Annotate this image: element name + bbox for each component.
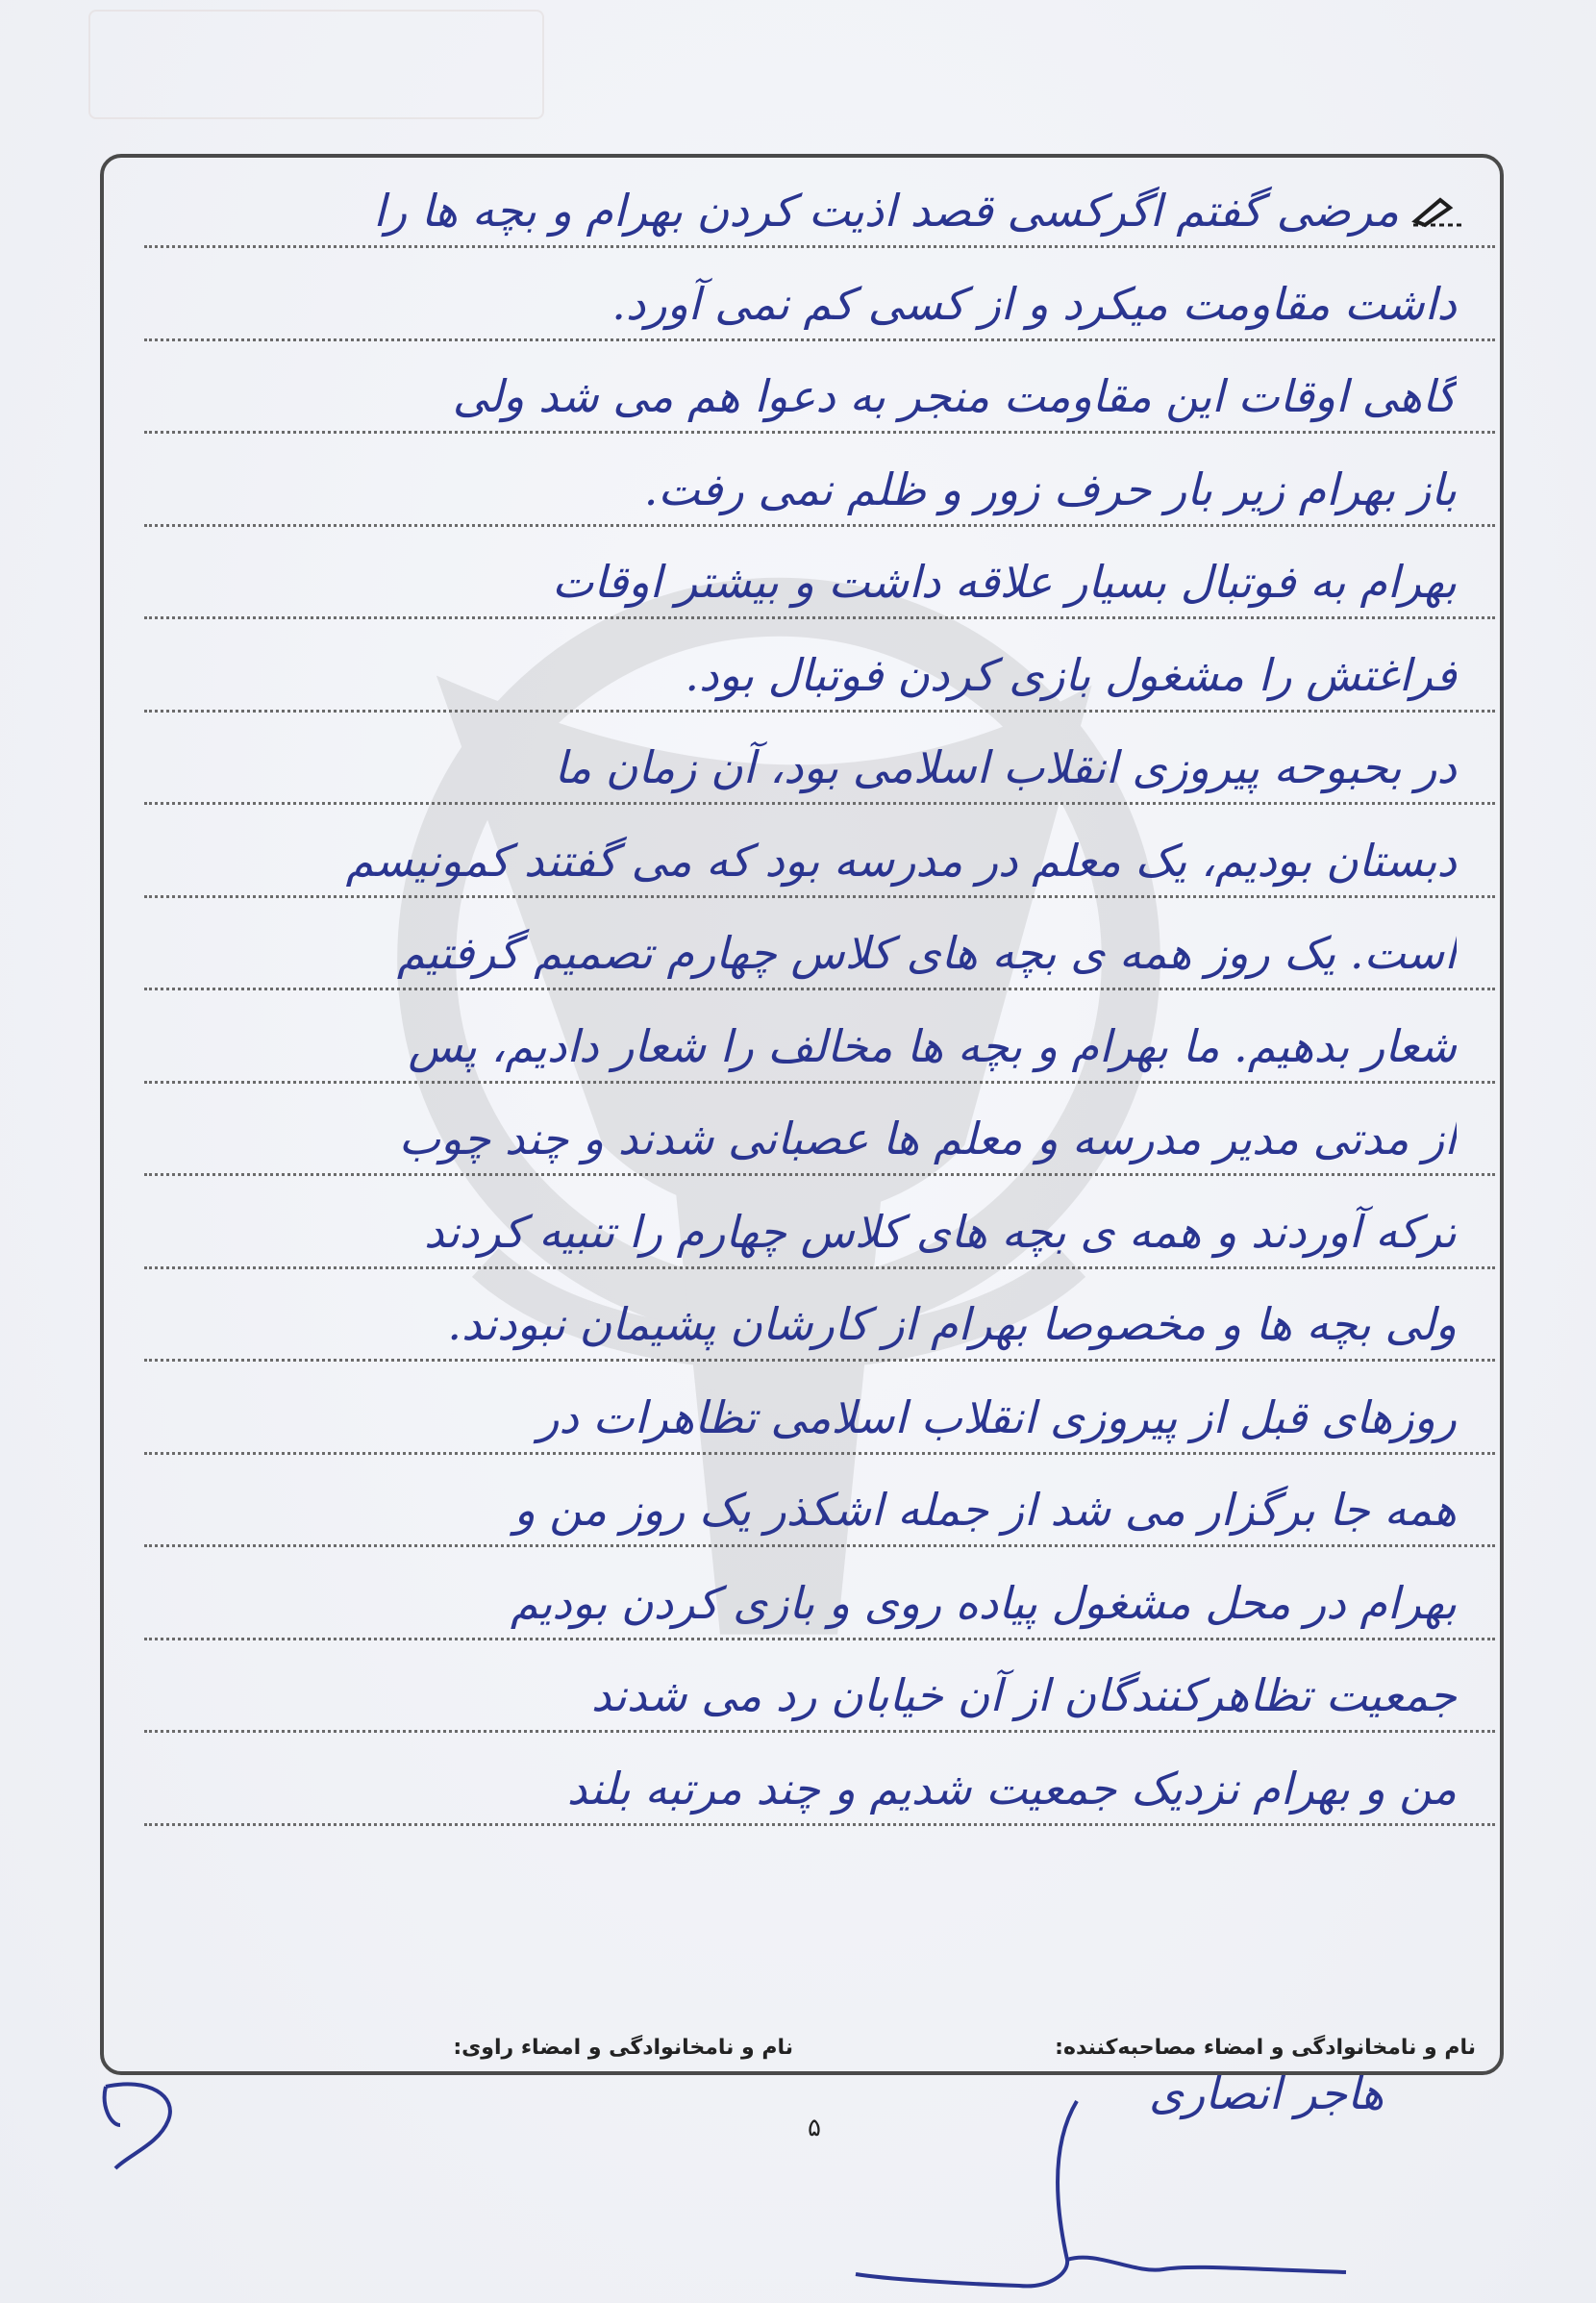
handwritten-line: بهرام به فوتبال بسیار علاقه داشت و بیشتر اوقات: [552, 556, 1457, 608]
signature-scribble: [846, 2082, 1384, 2298]
ruled-line: [144, 1730, 1495, 1733]
ruled-line: [144, 1452, 1495, 1455]
ruled-line: [144, 1823, 1495, 1826]
handwritten-line: از مدتی مدیر مدرسه و معلم ها عصبانی شدند و چند چوب: [398, 1113, 1457, 1164]
ruled-line: [144, 1638, 1495, 1640]
handwritten-line: گاهی اوقات این مقاومت منجر به دعوا هم می شد ولی: [452, 370, 1457, 422]
handwritten-line: در بحبوحه پیروزی انقلاب اسلامی بود، آن زمان ما: [554, 741, 1457, 793]
ruled-line: [144, 802, 1495, 805]
corner-pen-mark: [91, 2067, 197, 2173]
ruled-line: [144, 988, 1495, 990]
ruled-line: [144, 1359, 1495, 1362]
handwritten-line: داشت مقاومت میکرد و از کسی کم نمی آورد.: [611, 277, 1457, 330]
handwritten-line: شعار بدهیم. ما بهرام و بچه ها مخالف را شعار دادیم، پس: [408, 1019, 1457, 1072]
ruled-line: [144, 1266, 1495, 1269]
handwritten-line: همه جا برگزار می شد از جمله اشکذر یک روز من و: [513, 1484, 1457, 1536]
handwritten-line: بهرام در محل مشغول پیاده روی و بازی کردن بودیم: [510, 1576, 1457, 1629]
ruled-line: [144, 338, 1495, 341]
ruled-line: [144, 524, 1495, 527]
handwritten-line: ولی بچه ها و مخصوصا بهرام از کارشان پشیمان نبودند.: [447, 1298, 1457, 1350]
handwritten-line: باز بهرام زیر بار حرف زور و ظلم نمی رفت.: [643, 463, 1457, 515]
handwritten-line: مرضی گفتم اگرکسی قصد اذیت کردن بهرام و بچه ها را: [373, 185, 1399, 237]
handwritten-line: فراغتش را مشغول بازی کردن فوتبال بود.: [685, 648, 1457, 701]
handwritten-line: ترکه آوردند و همه ی بچه های کلاس چهارم را تنبیه کردند: [423, 1205, 1457, 1258]
ruled-line: [144, 710, 1495, 713]
ruled-line: [144, 431, 1495, 434]
handwritten-line: است. یک روز همه ی بچه های کلاس چهارم تصمیم گرفتیم: [396, 927, 1457, 979]
ruled-line: [144, 616, 1495, 619]
interviewer-signature-label: نام و نامخانوادگی و امضاء مصاحبه‌کننده:: [1055, 2036, 1476, 2060]
handwritten-line: دبستان بودیم، یک معلم در مدرسه بود که می گفتند کمونیسم: [345, 834, 1457, 887]
handwritten-line: روزهای قبل از پیروزی انقلاب اسلامی تظاهرات در: [537, 1390, 1457, 1443]
narrator-signature-label: نام و نامخانوادگی و امضاء راوی:: [453, 2036, 793, 2060]
ruled-line: [144, 245, 1495, 248]
handwritten-line: من و بهرام نزدیک جمعیت شدیم و چند مرتبه بلند: [566, 1762, 1457, 1815]
ruled-line: [144, 895, 1495, 898]
ruled-line: [144, 1173, 1495, 1176]
ruled-line: [144, 1544, 1495, 1547]
ruled-line: [144, 1081, 1495, 1084]
signature-name: هاجر انصاری: [1149, 2067, 1384, 2119]
page-number: ۵: [808, 2114, 821, 2142]
handwritten-line: جمعیت تظاهرکنندگان از آن خیابان رد می شدند: [590, 1669, 1457, 1721]
